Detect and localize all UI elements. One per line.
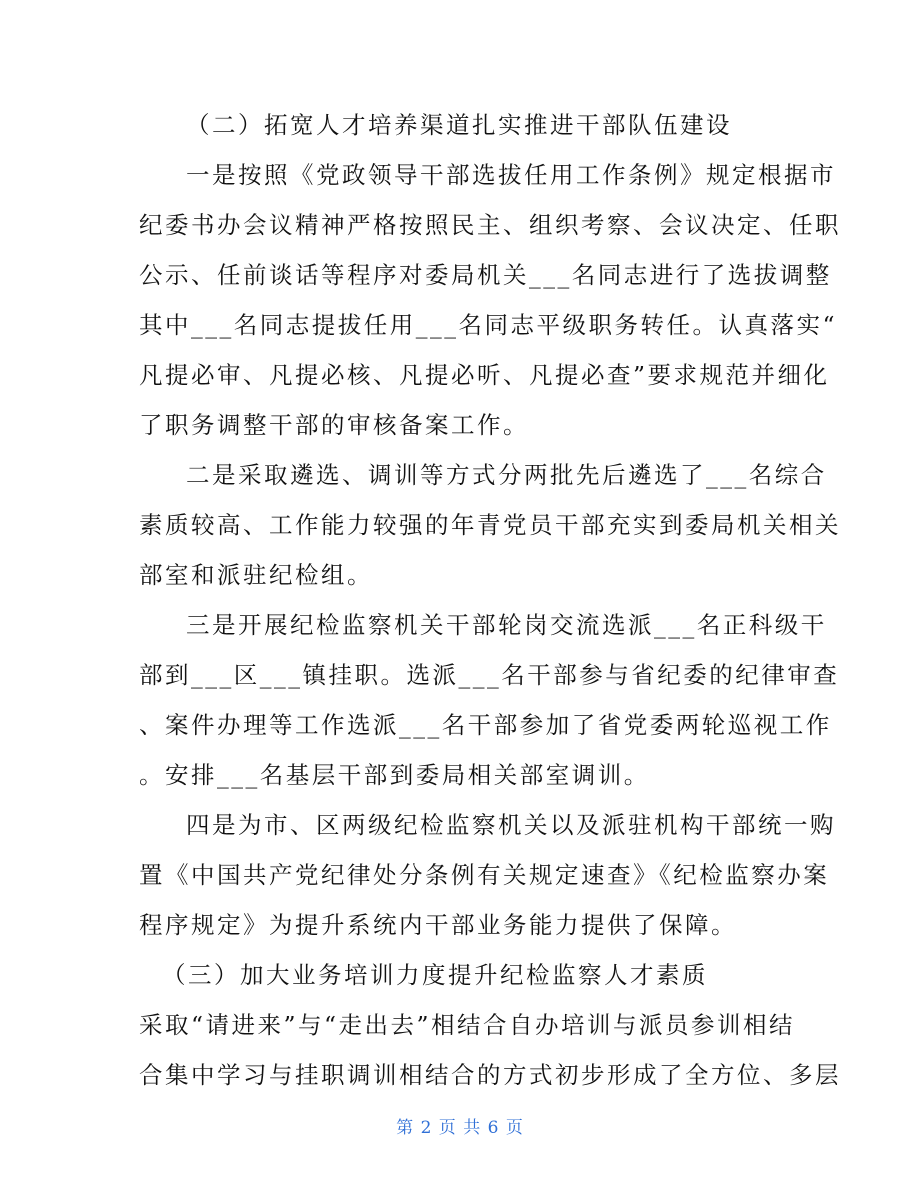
section-heading: （三）加大业务培训力度提升纪检监察人才素质 <box>162 961 708 989</box>
paragraph-line: 了职务调整干部的审核备案工作。 <box>139 411 529 439</box>
page-number: 第 2 页 共 6 页 <box>396 1118 524 1138</box>
paragraph-line: 一是按照《党政领导干部选拔任用工作条例》规定根据市 <box>186 161 836 189</box>
paragraph-line: 公示、任前谈话等程序对委局机关___名同志进行了选拔调整 <box>139 261 832 289</box>
paragraph-line: 二是采取遴选、调训等方式分两批先后遴选了___名综合 <box>186 461 827 489</box>
paragraph-line: 四是为市、区两级纪检监察机关以及派驻机构干部统一购 <box>186 811 836 839</box>
paragraph-line: 其中___名同志提拔任用___名同志平级职务转任。认真落实“ <box>139 311 838 339</box>
paragraph-line: 部到___区___镇挂职。选派___名干部参与省纪委的纪律审查 <box>139 661 840 689</box>
paragraph-line: 采取“请进来”与“走出去”相结合自办培训与派员参训相结 <box>139 1011 796 1039</box>
paragraph-line: 置《中国共产党纪律处分条例有关规定速查》《纪检监察办案 <box>139 861 830 889</box>
paragraph-line: 素质较高、工作能力较强的年青党员干部充实到委局机关相关 <box>139 511 841 539</box>
paragraph-line: 。安排___名基层干部到委局相关部室调训。 <box>139 761 650 789</box>
section-heading: （二）拓宽人才培养渠道扎实推进干部队伍建设 <box>186 111 732 139</box>
paragraph-line: 凡提必审、凡提必核、凡提必听、凡提必查”要求规范并细化 <box>139 361 830 389</box>
paragraph-line: 三是开展纪检监察机关干部轮岗交流选派___名正科级干 <box>186 611 827 639</box>
paragraph-line: 程序规定》为提升系统内干部业务能力提供了保障。 <box>139 911 737 939</box>
paragraph-line: 合集中学习与挂职调训相结合的方式初步形成了全方位、多层 <box>139 1061 841 1089</box>
paragraph-line: 部室和派驻纪检组。 <box>139 561 373 589</box>
paragraph-line: 、案件办理等工作选派___名干部参加了省党委两轮巡视工作 <box>139 711 832 739</box>
paragraph-line: 纪委书办会议精神严格按照民主、组织考察、会议决定、任职 <box>139 211 841 239</box>
